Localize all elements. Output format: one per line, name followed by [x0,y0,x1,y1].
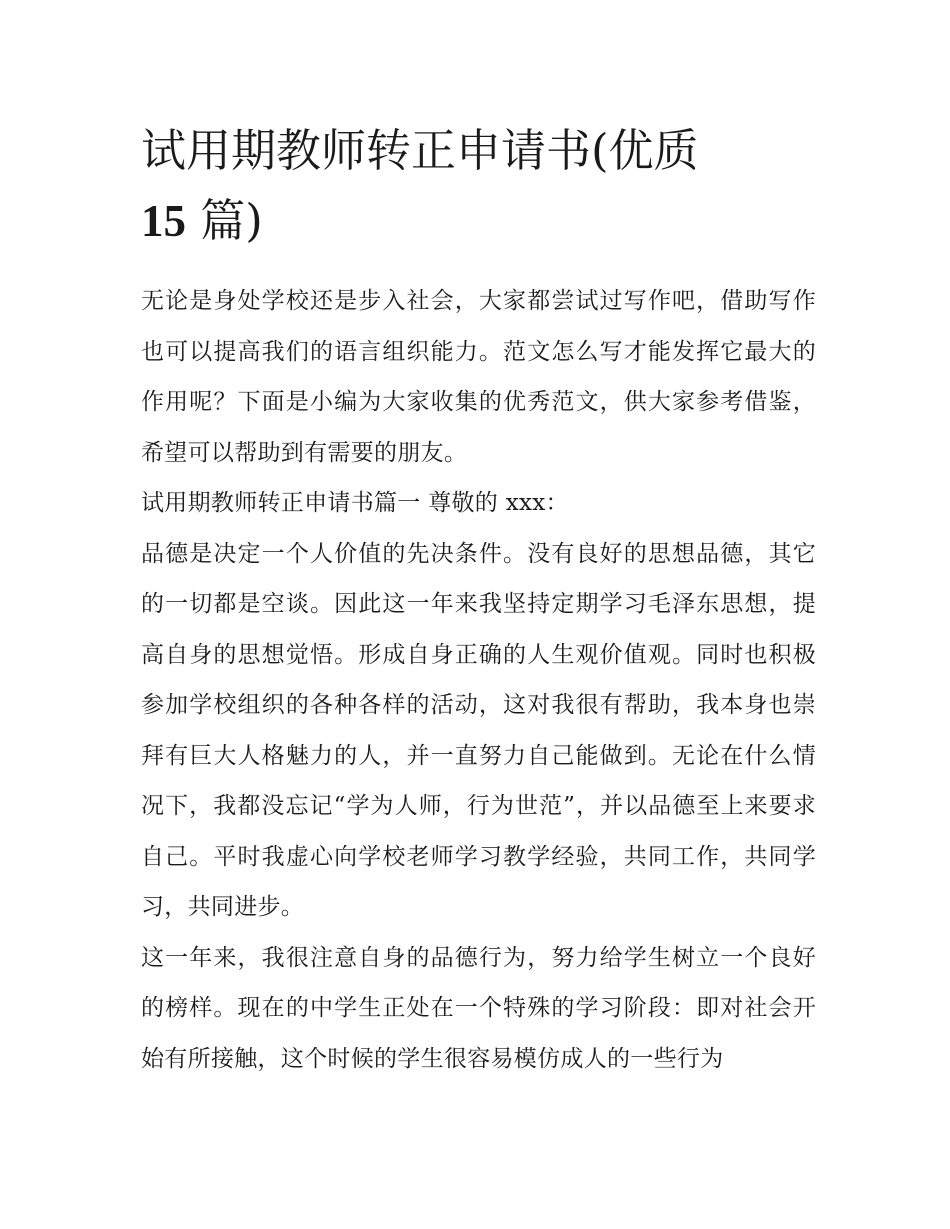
body-paragraph: 这一年来，我很注意自身的品德行为，努力给学生树立一个良好的榜样。现在的中学生正处在一个特殊的学习阶段：即对社会开始有所接触，这个时候的学生很容易模仿成人的一些行为 [141,944,816,1072]
document-title [141,116,821,256]
document-body [141,276,816,1084]
section-heading: 试用期教师转正申请书篇一 尊敬的 xxx： [141,490,569,516]
body-paragraph: 品德是决定一个人价值的先决条件。没有良好的思想品德，其它的一切都是空谈。因此这一年来我坚持定期学习毛泽东思想，提高自身的思想觉悟。形成自身正确的人生观价值观。同时也积极参加学校组织的各种各样的活动，这对我很有帮助，我本身也崇拜有巨大人格魅力的人，并一直努力自己能做到。无论在什么情况下，我都没忘记“学为人师，行为世范”，并以品德至上来要求自己。平时我虚心向学校老师学习教学经验，共同工作，共同学习，共同进步。 [141,540,816,920]
title-line-2: 篇) [186,194,263,247]
intro-paragraph: 无论是身处学校还是步入社会，大家都尝试过写作吧，借助写作也可以提高我们的语言组织能力。范文怎么写才能发挥它最大的作用呢？下面是小编为大家收集的优秀范文，供大家参考借鉴，希望可以帮助到有需要的朋友。 [141,288,816,466]
title-number: 15 [141,196,186,246]
title-line-1: 试用期教师转正申请书(优质 [141,124,699,177]
